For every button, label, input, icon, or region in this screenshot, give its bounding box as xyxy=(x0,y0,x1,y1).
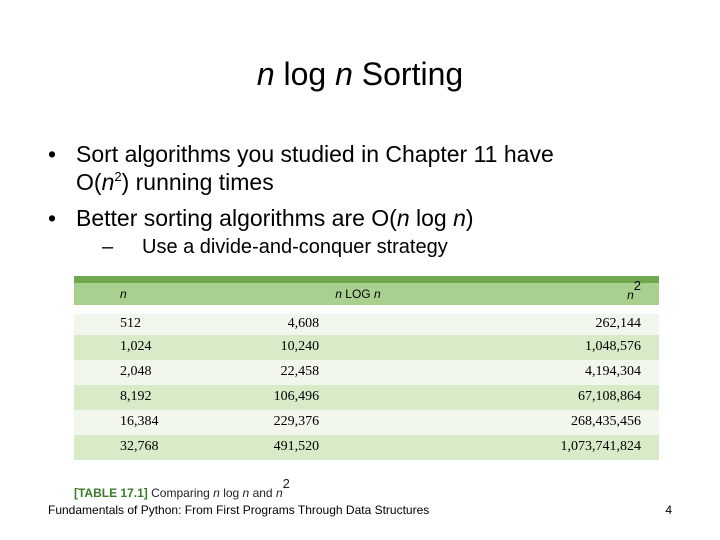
cell-nlogn: 22,458 xyxy=(199,360,517,385)
bullet-text: ) xyxy=(465,205,474,231)
sub-bullet-text: Use a divide-and-conquer strategy xyxy=(142,236,448,258)
bullet-text: ) running times xyxy=(121,169,274,195)
header-log: LOG xyxy=(341,287,374,301)
table-row xyxy=(74,310,659,335)
footer-text: Fundamentals of Python: From First Programs Through Data Structures xyxy=(48,503,430,517)
superscript: 2 xyxy=(282,476,290,491)
header-n-squared xyxy=(517,280,659,310)
caption-part: Comparing xyxy=(151,486,214,500)
cell-n-squared: 67,108,864 xyxy=(517,385,659,410)
title-sorting: Sorting xyxy=(352,56,464,92)
title-n1: n xyxy=(256,56,275,92)
caption-part: log xyxy=(219,486,243,500)
comparison-table xyxy=(74,276,659,460)
math-n: n xyxy=(373,287,381,301)
bullet-text: Better sorting algorithms are O( xyxy=(76,205,397,231)
cell-n: 512 xyxy=(74,310,199,335)
title-log: log xyxy=(274,56,336,92)
cell-n: 32,768 xyxy=(74,435,199,460)
bullet-symbol: • xyxy=(48,141,57,167)
math-n: n xyxy=(627,288,634,302)
math-n: n xyxy=(275,486,283,500)
cell-n-squared: 262,144 xyxy=(517,310,659,335)
table-row xyxy=(74,335,659,360)
caption-label: [TABLE 17.1] xyxy=(74,486,148,500)
table-row xyxy=(74,410,659,435)
superscript: 2 xyxy=(114,169,122,184)
cell-n: 8,192 xyxy=(74,385,199,410)
slide-title xyxy=(0,54,720,94)
caption-text xyxy=(151,476,290,500)
bullet-list xyxy=(48,140,688,268)
cell-nlogn: 491,520 xyxy=(199,435,517,460)
sub-bullet xyxy=(102,234,688,260)
cell-n: 16,384 xyxy=(74,410,199,435)
math-n: n xyxy=(396,205,410,231)
table-header-row xyxy=(74,280,659,310)
header-n xyxy=(74,280,199,310)
bullet-item-2 xyxy=(48,204,688,260)
table-row xyxy=(74,360,659,385)
cell-nlogn: 4,608 xyxy=(199,310,517,335)
page-number: 4 xyxy=(665,503,672,517)
cell-n-squared: 1,073,741,824 xyxy=(517,435,659,460)
bullet-item-1 xyxy=(48,140,688,196)
table-caption xyxy=(74,476,290,500)
cell-n-squared: 4,194,304 xyxy=(517,360,659,385)
cell-nlogn: 229,376 xyxy=(199,410,517,435)
table-row xyxy=(74,435,659,460)
cell-nlogn: 106,496 xyxy=(199,385,517,410)
bullet-text: log xyxy=(409,205,454,231)
math-n: n xyxy=(335,287,342,301)
math-n: n xyxy=(101,169,115,195)
table-row xyxy=(74,385,659,410)
cell-nlogn: 10,240 xyxy=(199,335,517,360)
math-n: n xyxy=(213,486,220,500)
math-n: n xyxy=(242,486,250,500)
cell-n: 1,024 xyxy=(74,335,199,360)
cell-n: 2,048 xyxy=(74,360,199,385)
superscript: 2 xyxy=(633,278,641,293)
caption-part: and xyxy=(249,486,276,500)
bullet-symbol: • xyxy=(48,205,57,231)
cell-n-squared: 1,048,576 xyxy=(517,335,659,360)
title-n2: n xyxy=(335,56,353,92)
math-n: n xyxy=(453,205,466,231)
header-nlogn xyxy=(199,280,517,310)
bullet-text: O( xyxy=(76,169,102,195)
dash-symbol: – xyxy=(102,236,114,258)
math-n: n xyxy=(120,287,127,301)
bullet-text: Sort algorithms you studied in Chapter 11 have xyxy=(76,141,554,167)
cell-n-squared: 268,435,456 xyxy=(517,410,659,435)
